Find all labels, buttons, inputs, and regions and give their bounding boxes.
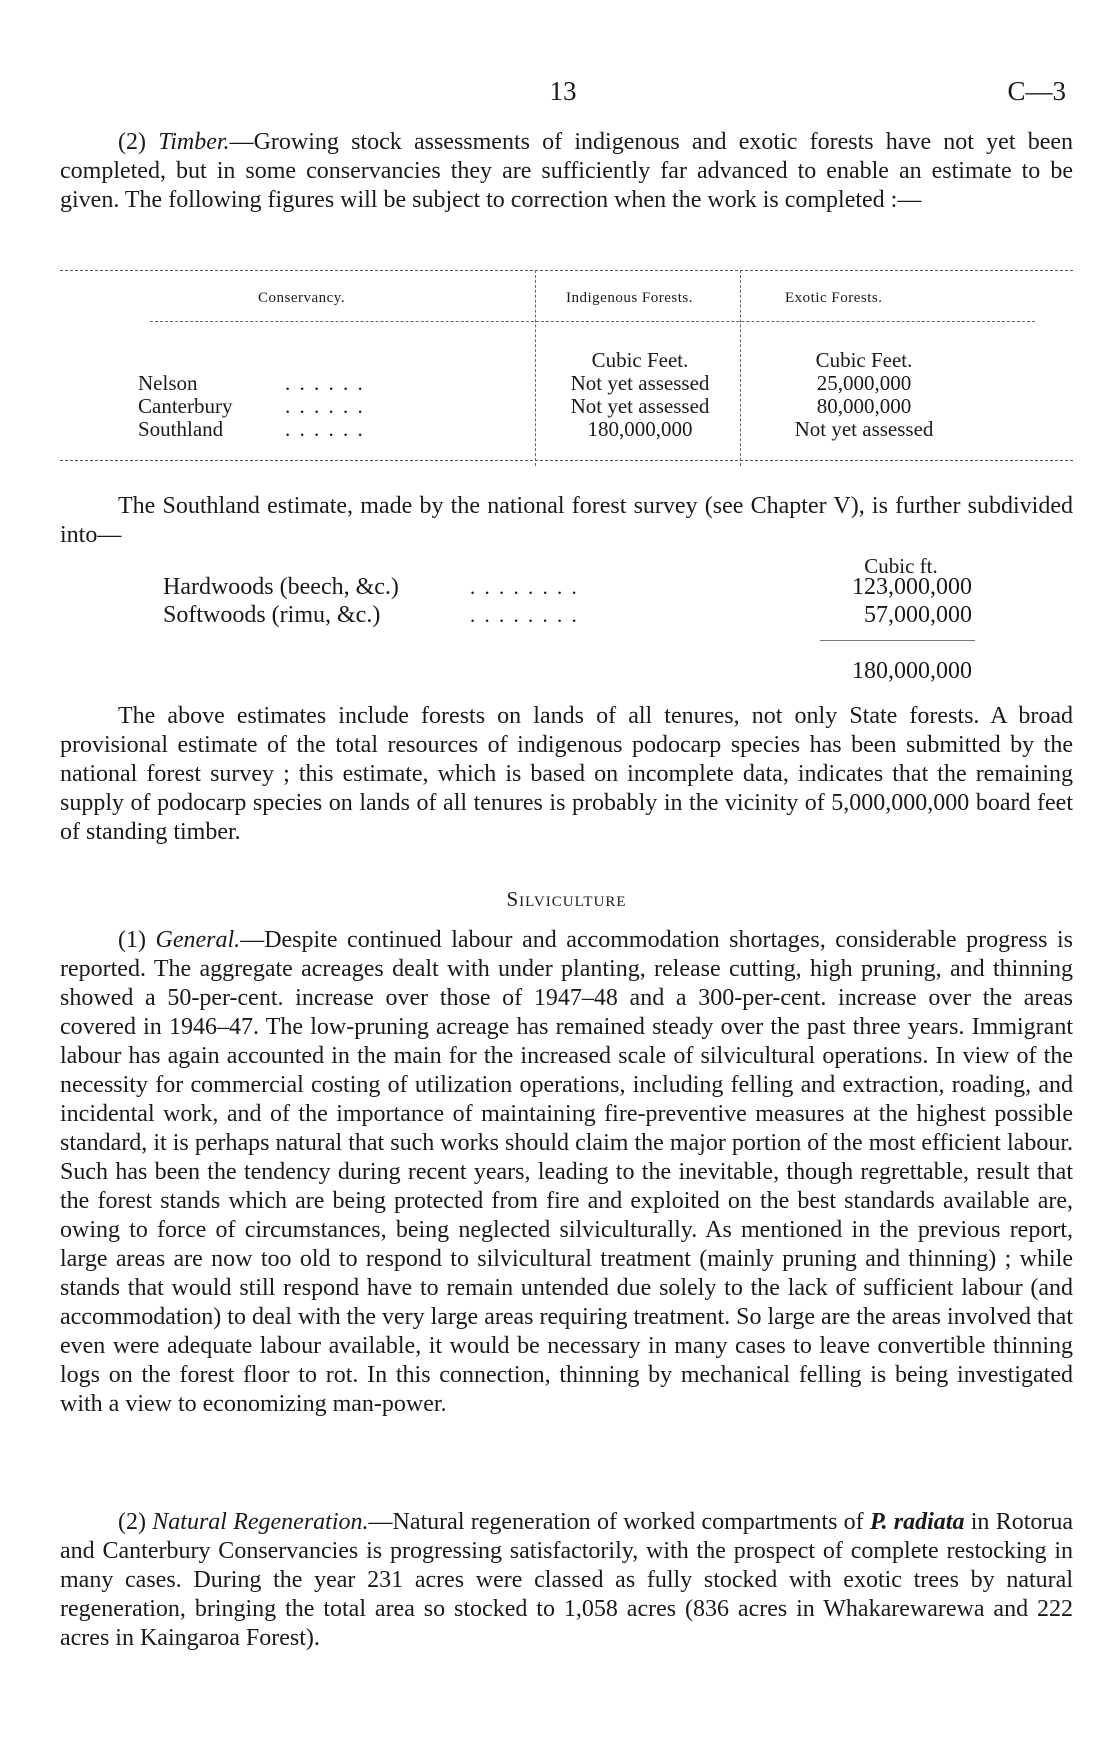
timber-number: (2) (118, 129, 146, 155)
estimates-paragraph: The above estimates include forests on lands of all tenures, not only State forests. A broad provisional estimate of the total resources of indigenous podocarp species has been submitted by the national forest survey ; this estimate, which is based on incomplete data, indicates that the remaining supply of podocarp species on lands of all tenures is probably in the vicinity of 5,000,000,000 board feet of standing timber. (60, 703, 1073, 845)
table-header-rule (150, 321, 1035, 322)
natural-text-b: in Rotorua and Canterbury Conservancies is progressing satisfactorily, with the prospect of complete restocking in many cases. During the year 231 acres were classed as fully stocked with exotic trees by natural regeneration, bringing the total area so stocked to 1,058 acres (836 acres in Whakarewarewa and 222 acres in Kaingaroa Forest). (60, 1509, 1074, 1651)
general-title: General. (155, 927, 241, 953)
page-header (60, 76, 1066, 116)
conservancy-cell: Canterbury (138, 394, 233, 418)
exotic-cell: 80,000,000 (816, 394, 912, 418)
breakdown-unit: Cubic ft. (864, 554, 938, 578)
unit-exotic: Cubic Feet. (815, 348, 913, 372)
timber-paragraph (60, 128, 1073, 215)
breakdown-leader: . . . . . . . . (470, 603, 579, 627)
natural-text-a: —Natural regeneration of worked compartments of (368, 1509, 864, 1535)
row-leader: . . . . . . (285, 394, 365, 418)
general-text: —Despite continued labour and accommodation shortages, considerable progress is reported. The aggregate acreages dealt with under planting, release cutting, high pruning, and thinning showed a 50-per-cent. increase over those of 1947–48 and a 300-per-cent. increase over the areas covered in 1946–47. The low-pruning acreage has remained steady over the past three years. Immigrant labour has again accounted in the main for the increased scale of silvicultural operations. In view of the necessity for commercial costing of utilization operations, including felling and extraction, roading, and incidental work, and of the importance of maintaining fire-preventive measures at the highest possible standard, it is perhaps natural that such works should claim the major portion of the most efficient labour. Such has been the tendency during recent years, leading to the inevitable, though regrettable, result that the forest stands which are being protected from fire and exploited on the best standards available are, owing to force of circumstances, being neglected silviculturally. As mentioned in the previous report, large areas are now too old to respond to silvicultural treatment (mainly pruning and thinning) ; while stands that would still respond have to remain untended due solely to the lack of sufficient labour (and accommodation) to deal with the very large areas requiring treatment. So large are the areas involved that even were adequate labour available, it would be necessary in many cases to leave convertible thinning logs on the forest floor to rot. In this connection, thinning by mechanical felling is being investigated with a view to economizing man-power. (60, 927, 1073, 1417)
general-number: (1) (118, 927, 146, 953)
header-conservancy: Conservancy. (258, 290, 346, 306)
general-paragraph (60, 926, 1073, 1419)
timber-text: —Growing stock assessments of indigenous and exotic forests have not yet been completed, but in some conservancies they are sufficiently far advanced to enable an estimate to be given. The following figures will be subject to correction when the work is completed :— (60, 129, 1074, 213)
indigenous-cell: Not yet assessed (570, 394, 710, 418)
sum-rule (820, 640, 975, 641)
row-leader: . . . . . . (285, 371, 365, 395)
header-indigenous: Indigenous Forests. (566, 290, 693, 306)
page-number: 13 (549, 76, 577, 106)
conservancy-cell: Nelson (138, 371, 198, 395)
table-bottom-rule (60, 460, 1073, 461)
page-reference: C—3 (1007, 76, 1066, 106)
timber-table (60, 270, 1073, 466)
breakdown-total: 180,000,000 (852, 658, 972, 684)
breakdown-label: Softwoods (rimu, &c.) (163, 602, 381, 628)
breakdown-value: 123,000,000 (852, 574, 972, 600)
species-name: P. radiata (869, 1509, 965, 1535)
southland-paragraph: The Southland estimate, made by the national forest survey (see Chapter V), is further subdivided into— (60, 493, 1073, 548)
exotic-cell: Not yet assessed (794, 417, 934, 441)
breakdown-value: 57,000,000 (864, 602, 972, 628)
table-column-divider (740, 270, 741, 466)
unit-indigenous: Cubic Feet. (591, 348, 689, 372)
table-column-divider (535, 270, 536, 466)
exotic-cell: 25,000,000 (816, 371, 912, 395)
breakdown-leader: . . . . . . . . (470, 575, 579, 599)
row-leader: . . . . . . (285, 417, 365, 441)
conservancy-cell: Southland (138, 417, 224, 441)
section-heading-silviculture: Silviculture (506, 887, 627, 911)
breakdown-label: Hardwoods (beech, &c.) (163, 574, 399, 600)
table-top-rule (60, 270, 1073, 271)
indigenous-cell: 180,000,000 (587, 417, 693, 441)
natural-title: Natural Regeneration. (152, 1509, 369, 1535)
natural-regeneration-paragraph (60, 1508, 1073, 1653)
timber-title: Timber. (158, 129, 230, 155)
indigenous-cell: Not yet assessed (570, 371, 710, 395)
natural-number: (2) (118, 1509, 146, 1535)
header-exotic: Exotic Forests. (785, 290, 883, 306)
